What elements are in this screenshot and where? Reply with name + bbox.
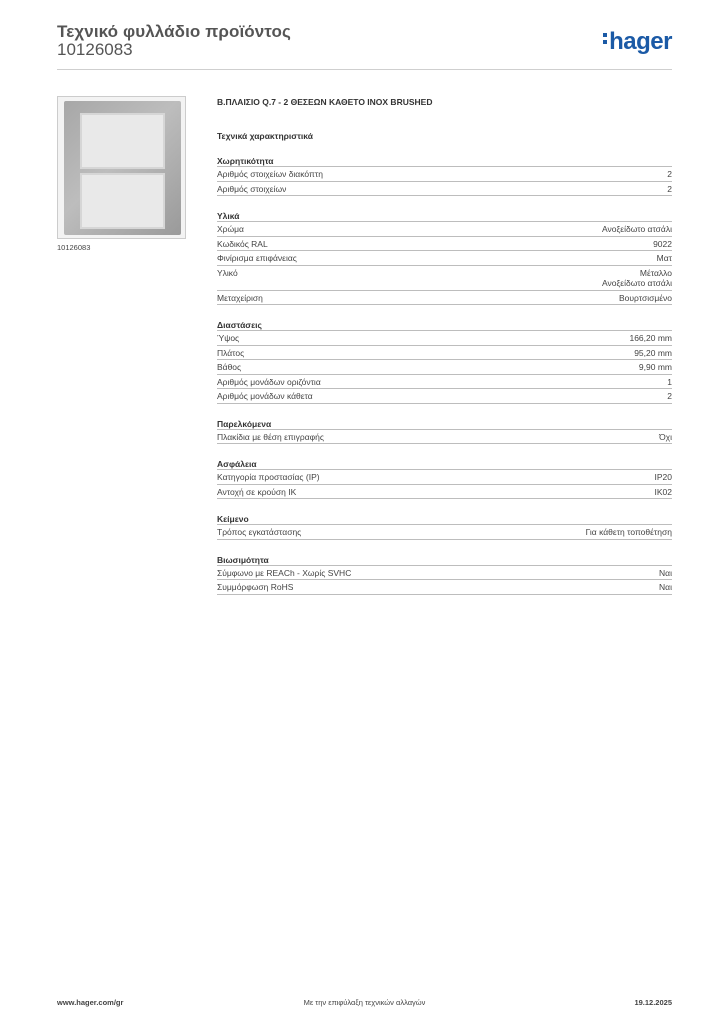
section-title: Χωρητικότητα	[217, 155, 672, 167]
page-header	[57, 20, 672, 70]
section-title: Παρελκόμενα	[217, 418, 672, 430]
document-title: Τεχνικό φυλλάδιο προϊόντος	[57, 22, 291, 41]
spec-section	[217, 458, 672, 499]
spec-row	[217, 375, 672, 390]
spec-row	[217, 470, 672, 485]
document-code: 10126083	[57, 40, 133, 59]
spec-content	[217, 96, 672, 595]
hager-logo	[603, 28, 672, 56]
image-caption: 10126083	[57, 243, 91, 252]
spec-label: Χρώμα	[217, 224, 244, 234]
spec-value: 2	[667, 183, 672, 194]
spec-label: Πλάτος	[217, 347, 245, 358]
spec-label: Σύμφωνο με REACh - Χωρίς SVHC	[217, 567, 352, 578]
spec-row	[217, 389, 672, 404]
spec-label: Συμμόρφωση RoHS	[217, 582, 294, 592]
spec-label: Ύψος	[217, 333, 240, 343]
spec-row	[217, 182, 672, 197]
footer-date: 19.12.2025	[634, 998, 672, 1007]
spec-row	[217, 251, 672, 266]
spec-value: 9,90 mm	[638, 362, 672, 372]
spec-row	[217, 525, 672, 540]
spec-row	[217, 485, 672, 500]
spec-value: Όχι	[659, 431, 672, 442]
spec-row	[217, 266, 672, 291]
section-title: Ασφάλεια	[217, 458, 672, 470]
spec-label: Αριθμός μονάδων κάθετα	[217, 391, 313, 401]
spec-section	[217, 319, 672, 404]
product-name: Β.ΠΛΑΙΣΙΟ Q.7 - 2 ΘΕΣΕΩΝ ΚΑΘΕΤΟ INOX BRUSHED	[217, 97, 433, 107]
frame-opening-bottom	[80, 173, 165, 229]
spec-value: 2	[667, 169, 672, 179]
spec-section	[217, 155, 672, 196]
spec-row	[217, 291, 672, 306]
spec-value: 9022	[653, 238, 672, 249]
section-title: Διαστάσεις	[217, 319, 672, 331]
spec-label: Κατηγορία προστασίας (IP)	[217, 472, 320, 482]
spec-value: Ανοξείδωτο ατσάλι	[601, 224, 672, 234]
footer-note: Με την επιφύλαξη τεχνικών αλλαγών	[303, 998, 426, 1007]
spec-value: Βουρτσισμένο	[618, 292, 672, 303]
spec-label: Φινίρισμα επιφάνειας	[217, 253, 297, 263]
spec-label: Κωδικός RAL	[217, 238, 268, 249]
spec-value: 1	[667, 376, 672, 387]
spec-label: Βάθος	[217, 362, 242, 372]
spec-row	[217, 237, 672, 252]
section-title: Βιωσιμότητα	[217, 554, 672, 566]
section-title: Κείμενο	[217, 513, 672, 525]
spec-value: 166,20 mm	[629, 333, 672, 343]
spec-label: Αριθμός στοιχείων	[217, 183, 287, 194]
spec-row	[217, 331, 672, 346]
footer-url[interactable]: www.hager.com/gr	[57, 998, 124, 1007]
spec-sections	[217, 155, 672, 595]
spec-label: Αριθμός στοιχείων διακόπτη	[217, 169, 323, 179]
spec-value: Μέταλλο Ανοξείδωτο ατσάλι	[601, 267, 672, 288]
spec-value: IP20	[654, 472, 672, 482]
spec-value: Ματ	[656, 253, 672, 263]
spec-label: Υλικό	[217, 267, 238, 278]
spec-row	[217, 222, 672, 237]
spec-value: Ναι	[659, 567, 672, 578]
spec-row	[217, 360, 672, 375]
spec-label: Τρόπος εγκατάστασης	[217, 527, 302, 537]
logo-dots-icon	[603, 30, 608, 47]
spec-section	[217, 418, 672, 445]
spec-row	[217, 580, 672, 595]
logo-text: hager	[609, 28, 672, 55]
product-image	[57, 96, 186, 239]
spec-value: IK02	[654, 486, 672, 497]
spec-section	[217, 554, 672, 595]
spec-label: Αριθμός μονάδων οριζόντια	[217, 376, 321, 387]
spec-value: Ναι	[659, 582, 672, 592]
spec-label: Μεταχείριση	[217, 292, 263, 303]
spec-row	[217, 566, 672, 581]
frame-plate	[64, 101, 181, 235]
spec-row	[217, 167, 672, 182]
spec-value: Για κάθετη τοποθέτηση	[585, 527, 672, 537]
spec-label: Αντοχή σε κρούση IK	[217, 486, 297, 497]
features-title: Τεχνικά χαρακτηριστικά	[217, 131, 313, 141]
frame-opening-top	[80, 113, 165, 169]
spec-label: Πλακίδια με θέση επιγραφής	[217, 431, 324, 442]
spec-row	[217, 346, 672, 361]
spec-row	[217, 430, 672, 445]
section-title: Υλικά	[217, 210, 672, 222]
spec-value: 95,20 mm	[634, 347, 672, 358]
spec-section	[217, 513, 672, 540]
spec-section	[217, 210, 672, 305]
spec-value: 2	[667, 391, 672, 401]
